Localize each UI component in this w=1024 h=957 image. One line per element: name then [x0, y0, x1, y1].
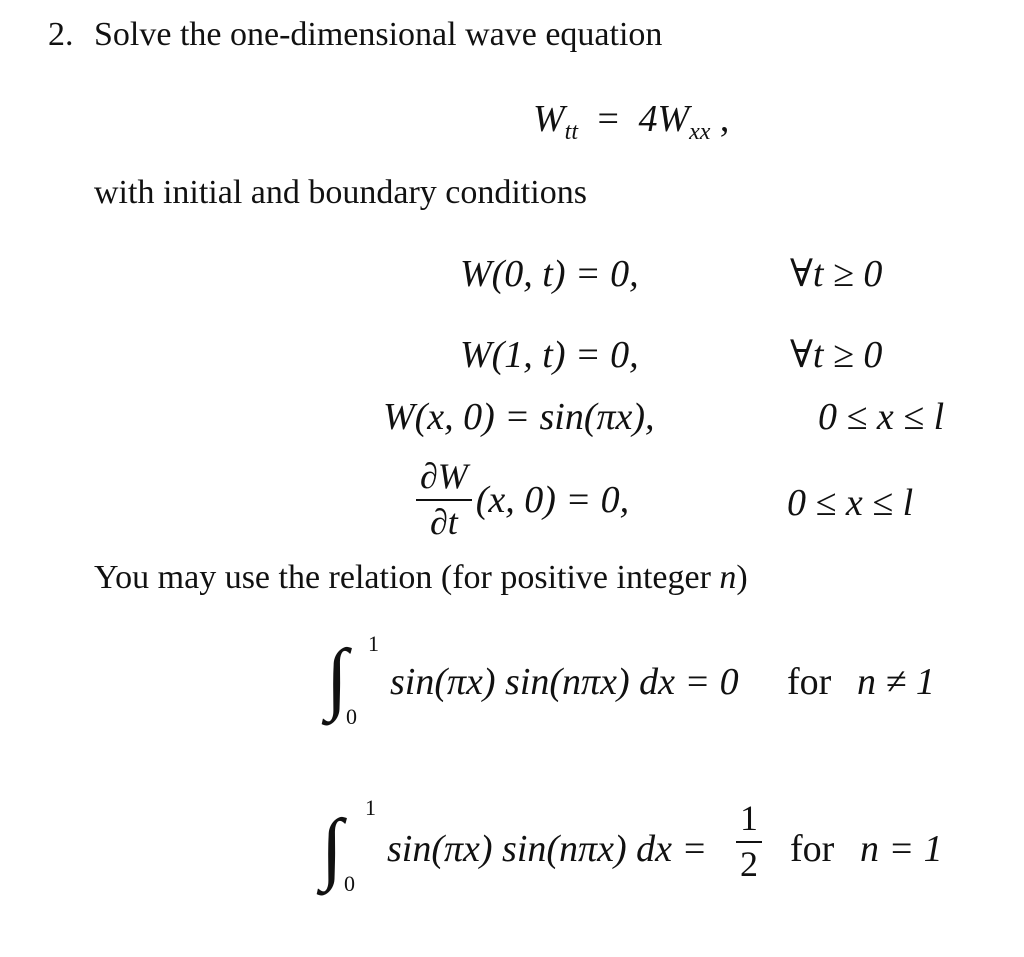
integral-expression: sin(πx) sin(nπx) dx = 0: [390, 661, 739, 703]
equals-sign: =: [597, 98, 619, 140]
integral-lower-limit: 0: [346, 704, 357, 729]
integral-condition: n = 1: [860, 828, 943, 870]
integral-for-label: for: [787, 661, 832, 703]
problem-intro: Solve the one-dimensional wave equation: [94, 16, 663, 53]
relation-intro-suffix: ): [736, 559, 748, 596]
condition-domain: ∀t ≥ 0: [790, 253, 883, 295]
condition-derivative: [416, 458, 629, 542]
condition-expr: W(x, 0) = sin(πx),: [383, 396, 655, 438]
relation-intro: [94, 561, 748, 595]
half-fraction: [736, 800, 762, 884]
integral-for-label: for: [790, 828, 835, 870]
conditions-intro: with initial and boundary conditions: [94, 174, 587, 211]
integral-sign: ∫: [321, 804, 343, 892]
integral-condition: n ≠ 1: [857, 661, 935, 703]
wave-equation: [533, 100, 729, 144]
relation-variable: n: [719, 559, 737, 596]
integral-sign: ∫: [326, 634, 348, 722]
fraction-numerator: 1: [740, 798, 758, 838]
half-fraction-wrapper: [732, 800, 766, 884]
equation-rhs-subscript: xx: [689, 119, 711, 145]
equation-rhs: 4W: [638, 98, 690, 140]
integral-lower-limit: 0: [344, 871, 355, 896]
condition-domain: 0 ≤ x ≤ l: [818, 396, 945, 438]
fraction-denominator: ∂t: [429, 501, 458, 542]
problem-number: 2.: [48, 16, 74, 53]
fraction-bar: [736, 841, 762, 843]
fraction-denominator: 2: [740, 843, 758, 884]
fraction-bar: [416, 499, 472, 501]
condition-domain: 0 ≤ x ≤ l: [787, 482, 914, 524]
integral-expression: sin(πx) sin(nπx) dx =: [387, 828, 708, 870]
integral-upper-limit: 1: [368, 631, 379, 656]
relation-intro-prefix: You may use the relation (for positive integer: [94, 559, 720, 596]
equation-lhs: W: [533, 98, 565, 140]
fraction-numerator: ∂W: [420, 456, 468, 496]
equation-lhs-subscript: tt: [564, 119, 578, 145]
condition-expr: W(0, t) = 0,: [460, 253, 639, 295]
partial-derivative-fraction: [416, 458, 472, 542]
equation-trailing-comma: ,: [719, 98, 730, 140]
condition-expr: (x, 0) = 0,: [475, 478, 630, 521]
integral-upper-limit: 1: [365, 795, 376, 820]
condition-expr: W(1, t) = 0,: [460, 334, 639, 376]
condition-domain: ∀t ≥ 0: [790, 334, 883, 376]
